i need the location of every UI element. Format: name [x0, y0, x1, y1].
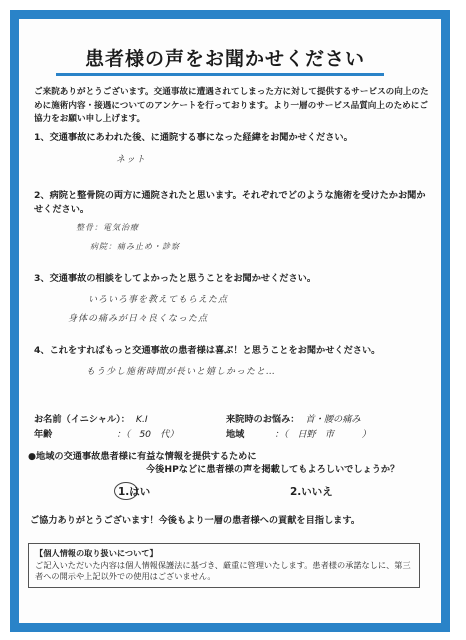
complaint-label: 来院時のお悩み：: [226, 414, 300, 425]
age-field: [34, 426, 179, 440]
permission-question-line1: ●地域の交通事故患者様に有益な情報を提供するために: [28, 451, 257, 462]
question-1-label: 1、交通事故にあわれた後、に通院する事になった経緯をお聞かせください。: [34, 132, 353, 143]
page-title: 患者様の声をお聞かせください: [84, 48, 365, 70]
name-field: [34, 411, 148, 425]
area-field: [226, 426, 371, 440]
complaint-field: [226, 411, 361, 425]
age-value: ：（ 50 代）: [116, 429, 179, 440]
no-option[interactable]: 2.いいえ: [290, 486, 333, 498]
question-4-answer: もう少し施術時間が長いと嬉しかったと…: [86, 367, 277, 377]
question-3-answer-2: 身体の痛みが日々良くなった点: [68, 314, 209, 324]
question-2-answer-2: 病院：痛み止め・診察: [90, 242, 180, 251]
thanks-message: ご協力ありがとうございます！今後もより一層の患者様への貢献を目指します。: [30, 515, 361, 526]
intro-text: ご来院ありがとうございます。交通事故に遭遇されてしまった方に対して提供するサービスの向上のために施術内容・接遇についてのアンケートを行っております。より一層のサービス品質向上のためにご協力をお願い申し上げます。: [34, 87, 429, 124]
question-3-answer-1: いろいろ事を教えてもらえた点: [88, 295, 229, 305]
complaint-value: 首・腰の痛み: [305, 414, 361, 425]
question-2-label: 2、病院と整骨院の両方に通院されたと思います。それぞれでどのような施術を受けたかお聞かせください。: [34, 190, 426, 215]
yes-option[interactable]: 1.はい: [118, 486, 151, 498]
area-label: 地域: [226, 429, 245, 440]
name-label: お名前（イニシャル）：: [34, 414, 130, 425]
area-value: ：（ 日野 市 ）: [274, 429, 371, 440]
privacy-heading: 【個人情報の取り扱いについて】: [35, 548, 158, 558]
question-2-answer-1: 整骨：電気治療: [76, 223, 139, 232]
age-label: 年齢: [34, 429, 53, 440]
question-4-label: 4、これをすればもっと交通事故の患者様は喜ぶ！と思うことをお聞かせください。: [34, 345, 381, 356]
question-3-label: 3、交通事故の相談をしてよかったと思うことをお聞かせください。: [34, 273, 317, 284]
title-underline: [56, 73, 384, 76]
name-value: K.I: [135, 414, 148, 425]
question-1-answer: ネット: [116, 155, 147, 165]
privacy-body: ご記入いただいた内容は個人情報保護法に基づき、厳重に管理いたします。患者様の承諾なしに、第三者への開示や上記以外での使用はございません。: [35, 559, 411, 581]
privacy-notice: [28, 543, 420, 588]
permission-question-line2: 今後HPなどに患者様の声を掲載してもよろしいでしょうか？: [146, 464, 400, 475]
